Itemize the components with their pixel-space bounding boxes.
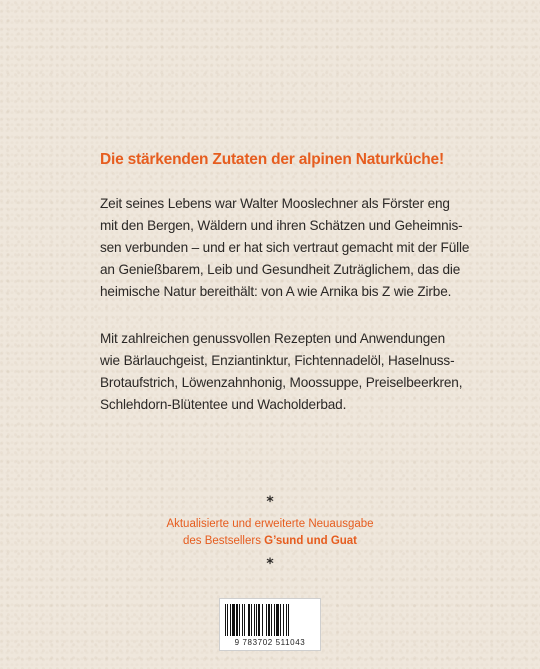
barcode-bar — [266, 604, 267, 636]
asterisk-ornament-top: * — [266, 494, 274, 510]
barcode-bar — [227, 604, 228, 636]
barcode-bar — [254, 604, 255, 636]
barcode-bar — [262, 604, 263, 636]
description-line: sen verbunden – und er hat sich vertraut gemacht mit der Fülle — [100, 240, 470, 255]
recipes-paragraph — [100, 328, 463, 416]
barcode-bar — [230, 604, 231, 636]
isbn-digits: 9 783702 511043 — [234, 638, 306, 647]
barcode-bar — [268, 604, 270, 636]
barcode-bar — [258, 604, 260, 636]
barcode-bar — [251, 604, 252, 636]
barcode-bars — [225, 604, 315, 636]
barcode-bar — [274, 604, 275, 636]
asterisk-ornament-bottom: * — [266, 556, 274, 572]
barcode-bar — [225, 604, 226, 636]
barcode-bar — [244, 604, 245, 636]
description-line: an Genießbarem, Leib und Gesundheit Zuträglichem, das die — [100, 262, 461, 277]
barcode-bar — [232, 604, 235, 636]
description-paragraph — [100, 193, 470, 303]
barcode-bar — [288, 604, 289, 636]
barcode-bar — [271, 604, 272, 636]
description-line: Zeit seines Lebens war Walter Mooslechner als Förster eng — [100, 196, 450, 211]
barcode-bar — [239, 604, 240, 636]
barcode-bar — [236, 604, 238, 636]
edition-note-line2 — [0, 533, 540, 550]
recipes-line: Schlehdorn-Blütentee und Wacholderbad. — [100, 397, 347, 412]
barcode-bar — [283, 604, 284, 636]
barcode-bar — [256, 604, 257, 636]
description-line: heimische Natur bereithält: von A wie Arnika bis Z wie Zirbe. — [100, 284, 452, 299]
edition-note-prefix: des Bestsellers — [182, 535, 265, 547]
barcode-bar — [280, 604, 281, 636]
recipes-line: wie Bärlauchgeist, Enziantinktur, Fichtennadelöl, Haselnuss- — [100, 353, 455, 368]
edition-note-line1: Aktualisierte und erweiterte Neuausgabe — [166, 518, 374, 530]
recipes-line: Mit zahlreichen genussvollen Rezepten und Anwendungen — [100, 331, 445, 346]
barcode-bar — [248, 604, 250, 636]
isbn-barcode — [219, 598, 321, 651]
description-line: mit den Bergen, Wäldern und ihren Schätzen und Geheimnis- — [100, 218, 463, 233]
bestseller-title: G’sund und Guat — [264, 535, 358, 547]
back-cover-headline: Die stärkenden Zutaten der alpinen Naturküche! — [100, 151, 444, 168]
barcode-bar — [286, 604, 287, 636]
recipes-line: Brotaufstrich, Löwenzahnhonig, Moossuppe, Preiselbeerkren, — [100, 375, 463, 390]
barcode-bar — [242, 604, 243, 636]
barcode-bar — [276, 604, 279, 636]
